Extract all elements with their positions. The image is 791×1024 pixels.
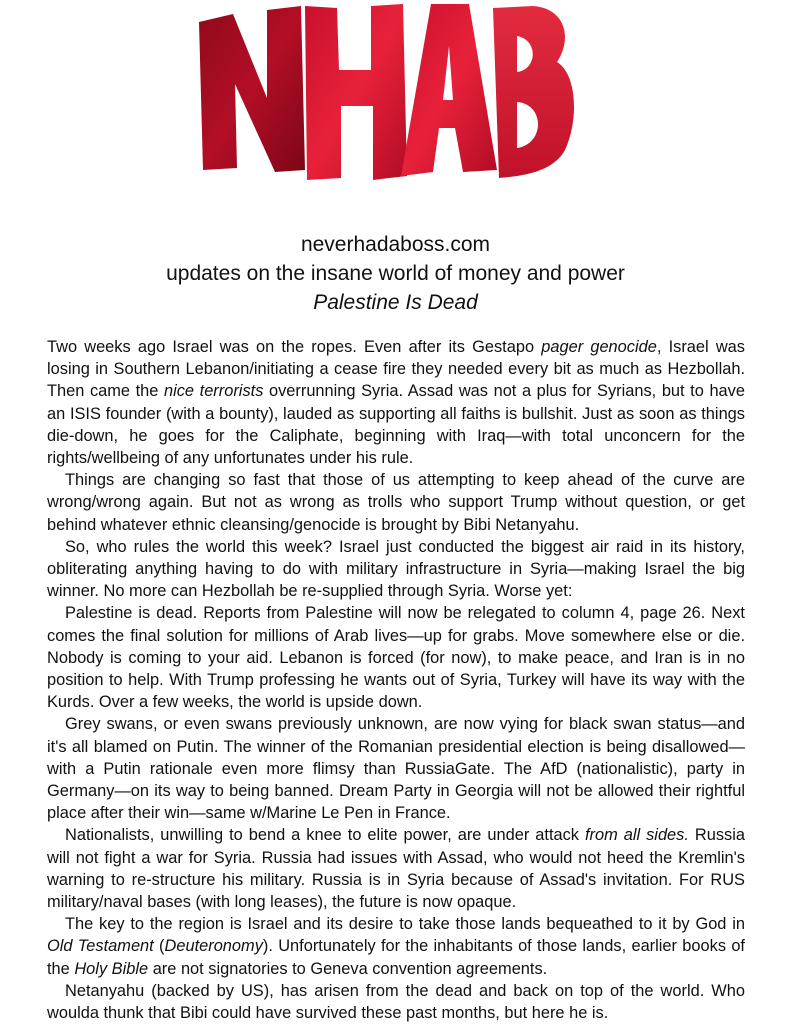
paragraph-5: Grey swans, or even swans previously unknown, are now vying for black swan status—and it's all blamed on Putin. The winner of the Romanian presidential election is being disallowed—with a Putin rationale even more flimsy than RussiaGate. The AfD (nationalistic), party in Germany—on its way to being banned. Dream Party in Georgia will not be allowed their rightful place after their win—same w/Marine Le Pen in France. [47,715,745,823]
paragraph-1: Two weeks ago Israel was on the ropes. Even after its Gestapo pager genocide, Israel was losing in Southern Lebanon/initiating a cease fire they needed every bit as much as Hezbollah. Then came the nice terrorists overrunning Syria. Assad was not a plus for Syrians, but to have an ISIS founder (with a bounty), lauded as supporting all faiths is bullshit. Just as soon as things die-down, he goes for the Caliphate, beginning with Iraq—with total unconcern for the rights/wellbeing of any unfortunates under his rule. [47,338,745,468]
paragraph-4: Palestine is dead. Reports from Palestine will now be relegated to column 4, page 26. Next comes the final solution for millions of Arab lives—up for grabs. Move somewhere else or die. Nobody is coming to your aid. Lebanon is forced (for now), to make peace, and Iran is in no position to help. With Trump professing he wants out of Syria, Turkey will have its way with the Kurds. Over a few weeks, the world is upside down. [47,604,745,712]
paragraph-6: Nationalists, unwilling to bend a knee to elite power, are under attack from all sides. Russia will not fight a war for Syria. Russia had issues with Assad, who would not heed the Kremlin's warning to re-structure his military. Russia is in Syria because of Assad's invitation. For RUS military/naval bases (with long leases), the future is now opaque. [47,826,746,912]
paragraph-3: So, who rules the world this week? Israel just conducted the biggest air raid in its history, obliterating anything having to do with military infrastructure in Syria—making Israel the big winner. No more can Hezbollah be re-supplied through Syria. Worse yet: [47,537,745,601]
site-tagline: updates on the insane world of money and power [166,262,625,285]
article-body [47,336,745,1024]
paragraph-8: Netanyahu (backed by US), has arisen from the dead and back on top of the world. Who woulda thunk that Bibi could have survived these past months, but here he is. [47,981,745,1023]
site-domain[interactable]: neverhadaboss.com [300,233,491,256]
article-title: Palestine Is Dead [313,291,478,314]
paragraph-2: Things are changing so fast that those of us attempting to keep ahead of the curve are wrong/wrong again. But not as wrong as trolls who support Trump without question, or get behind whatever ethnic cleansing/genocide is brought by Bibi Netanyahu. [47,471,745,534]
masthead [0,230,791,317]
nhab-logo [193,0,581,186]
paragraph-7: The key to the region is Israel and its desire to take those lands bequeathed to it by God in Old Testament (Deuteronomy). Unfortunately for the inhabitants of those lands, earlier books of the Holy Bible are not signatories to Geneva convention agreements. [47,915,745,978]
